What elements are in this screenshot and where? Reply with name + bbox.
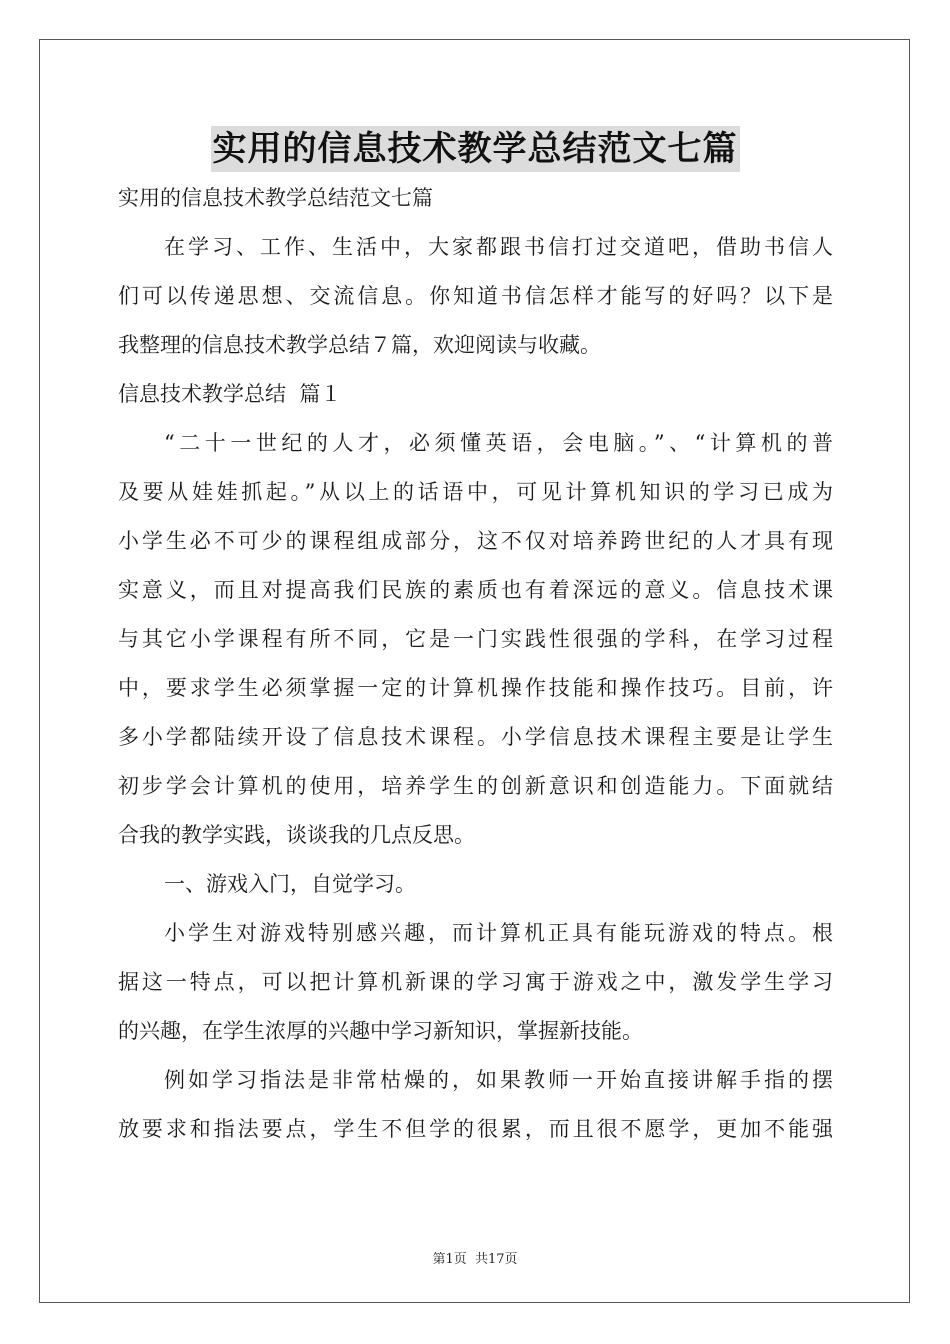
page-footer [0, 1248, 950, 1267]
body-line: 实意义，而且对提高我们民族的素质也有着深远的意义。信息技术课 [118, 578, 833, 602]
body-line: 与其它小学课程有所不同，它是一门实践性很强的学科，在学习过程 [118, 627, 833, 651]
section-heading: 信息技术教学总结 篇１ [118, 382, 342, 406]
body-line: 及要从娃娃抓起。”从以上的话语中，可见计算机知识的学习已成为 [118, 480, 833, 504]
body-line: 初步学会计算机的使用，培养学生的创新意识和创造能力。下面就结 [118, 774, 833, 798]
body-line: 据这一特点，可以把计算机新课的学习寓于游戏之中，激发学生学习 [118, 970, 833, 994]
subsection-heading: 一、游戏入门，自觉学习。 [164, 872, 416, 896]
body-line: 在学习、工作、生活中，大家都跟书信打过交道吧，借助书信人 [164, 235, 833, 259]
body-line: 的兴趣，在学生浓厚的兴趣中学习新知识，掌握新技能。 [118, 1019, 643, 1043]
subtitle-line: 实用的信息技术教学总结范文七篇 [118, 186, 433, 210]
body-line: 小学生必不可少的课程组成部分，这不仅对培养跨世纪的人才具有现 [118, 529, 833, 553]
body-line: 们可以传递思想、交流信息。你知道书信怎样才能写的好吗？以下是 [118, 284, 833, 308]
body-line: 中，要求学生必须掌握一定的计算机操作技能和操作技巧。目前，许 [118, 676, 833, 700]
body-line: 多小学都陆续开设了信息技术课程。小学信息技术课程主要是让学生 [118, 725, 833, 749]
body-line: 合我的教学实践，谈谈我的几点反思。 [118, 823, 475, 847]
document-title: 实用的信息技术教学总结范文七篇 [211, 126, 740, 172]
body-line: “二十一世纪的人才，必须懂英语，会电脑。”、“计算机的普 [164, 431, 833, 455]
page-total: 共17页 [474, 1252, 518, 1267]
body-line: 放要求和指法要点，学生不但学的很累，而且很不愿学，更加不能强 [118, 1117, 833, 1141]
body-line: 例如学习指法是非常枯燥的，如果教师一开始直接讲解手指的摆 [164, 1068, 833, 1092]
body-line: 小学生对游戏特别感兴趣，而计算机正具有能玩游戏的特点。根 [164, 921, 833, 945]
document-body [118, 174, 833, 1154]
page-number: 第1页 [432, 1252, 467, 1267]
body-line: 我整理的信息技术教学总结７篇，欢迎阅读与收藏。 [118, 333, 601, 357]
title-container [0, 126, 950, 172]
